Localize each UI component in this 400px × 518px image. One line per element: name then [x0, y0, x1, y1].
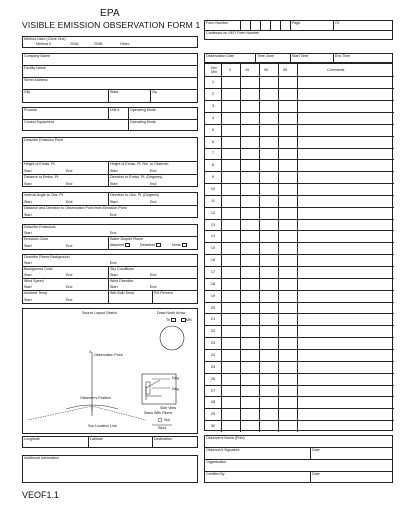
- seconds-30: 30: [264, 68, 268, 72]
- row-number: 20: [210, 305, 216, 310]
- start-label: Start: [24, 213, 32, 217]
- vertical-angle-label: Vertical Angle to Obs. Pt.: [24, 193, 64, 197]
- table-row[interactable]: [205, 408, 394, 409]
- mn-label: MN: [186, 318, 192, 322]
- row-number: 28: [210, 400, 216, 405]
- end-time-label: End Time: [335, 54, 351, 58]
- operating-mode-label: Operating Mode: [130, 108, 156, 112]
- agency-title: EPA: [100, 8, 120, 19]
- end-label: End: [110, 261, 117, 265]
- row-number: 6: [211, 139, 215, 144]
- table-row[interactable]: [205, 396, 394, 397]
- form-code: VEOF1.1: [22, 490, 60, 500]
- end-label: End: [66, 169, 73, 173]
- detached-option[interactable]: [140, 243, 161, 247]
- table-row[interactable]: [205, 325, 394, 326]
- start-label: Start: [24, 182, 32, 186]
- operating-mode-2-label: Operating Mode: [130, 120, 156, 124]
- attached-option[interactable]: [110, 243, 130, 247]
- sky-conditions-label: Sky Conditions: [110, 267, 134, 271]
- sec-min-label: Sec Min: [210, 66, 218, 74]
- table-row[interactable]: [205, 219, 394, 220]
- row-number: 3: [211, 104, 215, 109]
- end-label: End: [150, 273, 157, 277]
- height-rel-observer-label: Height of Emiss. Pt. Rel. to Observer: [110, 162, 169, 166]
- observation-date-label: Observation Date: [206, 54, 234, 58]
- start-label: Start: [110, 273, 118, 277]
- organization-label: Organization: [206, 460, 227, 464]
- detached-label: Detached: [140, 243, 156, 247]
- longitude-label: Longitude: [24, 437, 40, 441]
- start-label: Start: [24, 244, 32, 248]
- table-row[interactable]: [205, 195, 394, 196]
- row-number: 12: [210, 210, 216, 215]
- detached-checkbox[interactable]: [156, 243, 161, 247]
- sketch-title: Source Layout Sketch: [82, 311, 118, 315]
- row-number: 23: [210, 341, 216, 346]
- city-label: City: [24, 90, 31, 94]
- table-row[interactable]: [205, 100, 394, 101]
- attached-checkbox[interactable]: [125, 243, 130, 247]
- row-number: 11: [211, 198, 215, 203]
- deg-bottom-label: Deg: [172, 387, 179, 391]
- row-number: 18: [210, 281, 216, 286]
- table-row[interactable]: [205, 337, 394, 338]
- emission-color-label: Emission Color: [24, 237, 49, 241]
- seconds-0: 0: [229, 68, 231, 72]
- comments-label: Comments: [327, 68, 345, 72]
- sketch-drawing: [22, 308, 198, 434]
- table-row[interactable]: [205, 112, 394, 113]
- rh-percent-label: RH Percent: [154, 291, 173, 295]
- zip-label: Zip: [152, 90, 157, 94]
- sun-symbol: [158, 418, 162, 422]
- end-label: End: [66, 298, 73, 302]
- start-label: Start: [24, 285, 32, 289]
- declination-label: Declination: [154, 437, 172, 441]
- stack-rect: [146, 382, 150, 394]
- table-row[interactable]: [205, 148, 394, 149]
- table-row[interactable]: [205, 254, 394, 255]
- ambient-temp-label: Ambient Temp.: [24, 291, 48, 295]
- observation-grid[interactable]: [204, 63, 393, 431]
- method-option-203a[interactable]: 203A: [70, 42, 79, 46]
- sun-label: Sun: [164, 418, 171, 422]
- control-equipment-label: Control Equipment: [24, 120, 54, 124]
- stack-with-plume-label: Stack With Plume: [144, 411, 173, 415]
- none-checkbox[interactable]: [182, 243, 187, 247]
- observer-name-label: Observer's Name (Print): [206, 436, 245, 440]
- row-number: 2: [211, 92, 215, 97]
- table-row[interactable]: [205, 230, 394, 231]
- end-label: End: [66, 200, 73, 204]
- describe-plume-bg-label: Describe Plume Background: [24, 255, 70, 259]
- row-number: 26: [210, 376, 216, 381]
- end-label: End: [66, 273, 73, 277]
- table-row[interactable]: [205, 88, 394, 89]
- row-number: 13: [210, 222, 216, 227]
- end-label: End: [66, 244, 73, 248]
- seconds-45: 45: [283, 68, 287, 72]
- row-number: 17: [210, 269, 216, 274]
- direction-emiss-pt-label: Direction to Emiss. Pt. (Degrees): [110, 175, 163, 179]
- row-number: 27: [210, 388, 216, 393]
- table-row[interactable]: [205, 159, 394, 160]
- start-label: Start: [110, 182, 118, 186]
- north-arrow-circle: [160, 326, 184, 350]
- continued-label: Continued on VEO Form Number: [206, 31, 260, 35]
- row-number: 7: [211, 151, 215, 156]
- observer-signature-label: Observer's Signature: [206, 448, 240, 452]
- of-label: Of: [335, 21, 339, 25]
- row-number: 19: [210, 293, 216, 298]
- row-number: 21: [210, 317, 216, 322]
- method-option-203b[interactable]: 203B: [94, 42, 103, 46]
- north-arrow-label: Draw North Arrow: [157, 311, 186, 315]
- table-row[interactable]: [205, 313, 394, 314]
- end-label: End: [110, 231, 117, 235]
- end-label: End: [150, 182, 157, 186]
- table-row[interactable]: [205, 373, 394, 374]
- direction-obs-pt-label: Direction to Obs. Pt. (Degrees): [110, 193, 160, 197]
- method-label: Method Used (Circle One): [24, 37, 66, 41]
- distance-emiss-pt-label: Distance to Emiss. Pt.: [24, 175, 60, 179]
- table-row[interactable]: [205, 207, 394, 208]
- street-address-label: Street Address: [24, 78, 48, 82]
- tri-label: Tri: [166, 318, 171, 322]
- row-number: 9: [211, 175, 215, 180]
- wind-speed-label: Wind Speed: [24, 279, 44, 283]
- row-number: 8: [211, 163, 215, 168]
- observation-point-label: Observation Point: [94, 353, 123, 357]
- row-number: 4: [211, 115, 215, 120]
- side-view-label: Side View: [160, 406, 176, 410]
- none-label: None: [172, 243, 181, 247]
- start-label: Start: [110, 200, 118, 204]
- table-row[interactable]: [205, 171, 394, 172]
- height-emiss-pt-label: Height of Emiss. Pt.: [24, 162, 56, 166]
- describe-emissions-label: Describe Emissions: [24, 225, 56, 229]
- start-time-label: Start Time: [292, 54, 309, 58]
- row-number: 15: [210, 246, 216, 251]
- state-label: State: [110, 90, 119, 94]
- table-row[interactable]: [205, 385, 394, 386]
- table-row[interactable]: [205, 361, 394, 362]
- facility-name-label: Facility Name: [24, 66, 46, 70]
- sun-location-line-label: Sun Location Line: [88, 424, 117, 428]
- method-other-label: Other:: [120, 42, 130, 46]
- end-label: End: [66, 285, 73, 289]
- form-number-label: Form Number: [206, 21, 229, 25]
- signature-date-label: Date: [312, 448, 320, 452]
- start-label: Start: [110, 285, 118, 289]
- observers-position-label: Observer's Position: [80, 396, 112, 400]
- table-row[interactable]: [205, 278, 394, 279]
- background-color-label: Background Color: [24, 267, 53, 271]
- unit-no-label: Unit #: [110, 108, 120, 112]
- end-label: End: [150, 285, 157, 289]
- start-label: Start: [24, 169, 32, 173]
- seconds-15: 15: [245, 68, 249, 72]
- end-label: End: [150, 169, 157, 173]
- row-number: 5: [211, 127, 215, 132]
- row-number: 22: [210, 329, 216, 334]
- sun-location-line-right: [92, 406, 146, 420]
- table-row[interactable]: [205, 302, 394, 303]
- table-row[interactable]: [205, 420, 394, 421]
- deg-top-label: Deg: [172, 376, 179, 380]
- row-number: 16: [210, 258, 216, 263]
- start-label: Start: [24, 200, 32, 204]
- start-label: Start: [24, 298, 32, 302]
- company-block: [22, 53, 198, 103]
- table-row[interactable]: [205, 183, 394, 184]
- company-name-label: Company Name: [24, 54, 50, 58]
- wind-direction-label: Wind Direction: [110, 279, 134, 283]
- wet-bulb-temp-label: Wet Bulb Temp.: [110, 291, 136, 295]
- distance-direction-obs-label: Distance and Direction to Observation Point from Emission Point: [24, 206, 127, 210]
- row-number: 10: [210, 187, 216, 191]
- row-number: 24: [210, 352, 216, 357]
- row-number: 14: [210, 234, 216, 239]
- table-row[interactable]: [205, 242, 394, 243]
- additional-information-label: Additional Information: [24, 456, 59, 460]
- row-number: 1: [211, 80, 215, 85]
- table-row[interactable]: [205, 76, 394, 77]
- start-label: Start: [24, 273, 32, 277]
- table-row[interactable]: [205, 349, 394, 350]
- certified-date-label: Date: [312, 472, 320, 476]
- time-zone-label: Time Zone: [257, 54, 275, 58]
- none-option[interactable]: [172, 243, 187, 247]
- sun-location-line-left: [28, 406, 92, 420]
- table-row[interactable]: [205, 136, 394, 137]
- table-row[interactable]: [205, 290, 394, 291]
- end-label: End: [110, 213, 117, 217]
- latitude-label: Latitude: [90, 437, 103, 441]
- start-label: Start: [24, 231, 32, 235]
- end-label: End: [66, 182, 73, 186]
- end-label: End: [150, 200, 157, 204]
- attached-label: Attached: [110, 243, 125, 247]
- method-option-9[interactable]: Method 9: [36, 42, 51, 46]
- start-label: Start: [110, 169, 118, 173]
- start-label: Start: [24, 261, 32, 265]
- describe-emission-point-label: Describe Emission Point: [24, 138, 63, 142]
- side-view-box: [142, 374, 176, 404]
- page-label: Page: [292, 21, 301, 25]
- table-row[interactable]: [205, 124, 394, 125]
- row-number: 29: [210, 412, 216, 417]
- row-number: 30: [210, 424, 216, 429]
- certified-by-label: Certified By: [206, 472, 225, 476]
- form-title: VISIBLE EMISSION OBSERVATION FORM 1: [22, 20, 201, 30]
- wind-label: Wind: [158, 426, 167, 430]
- process-label: Process: [24, 108, 37, 112]
- water-droplet-label: Water Droplet Plume: [110, 237, 144, 241]
- row-number: 25: [210, 364, 216, 369]
- table-row[interactable]: [205, 266, 394, 267]
- marker-x: X: [89, 350, 92, 354]
